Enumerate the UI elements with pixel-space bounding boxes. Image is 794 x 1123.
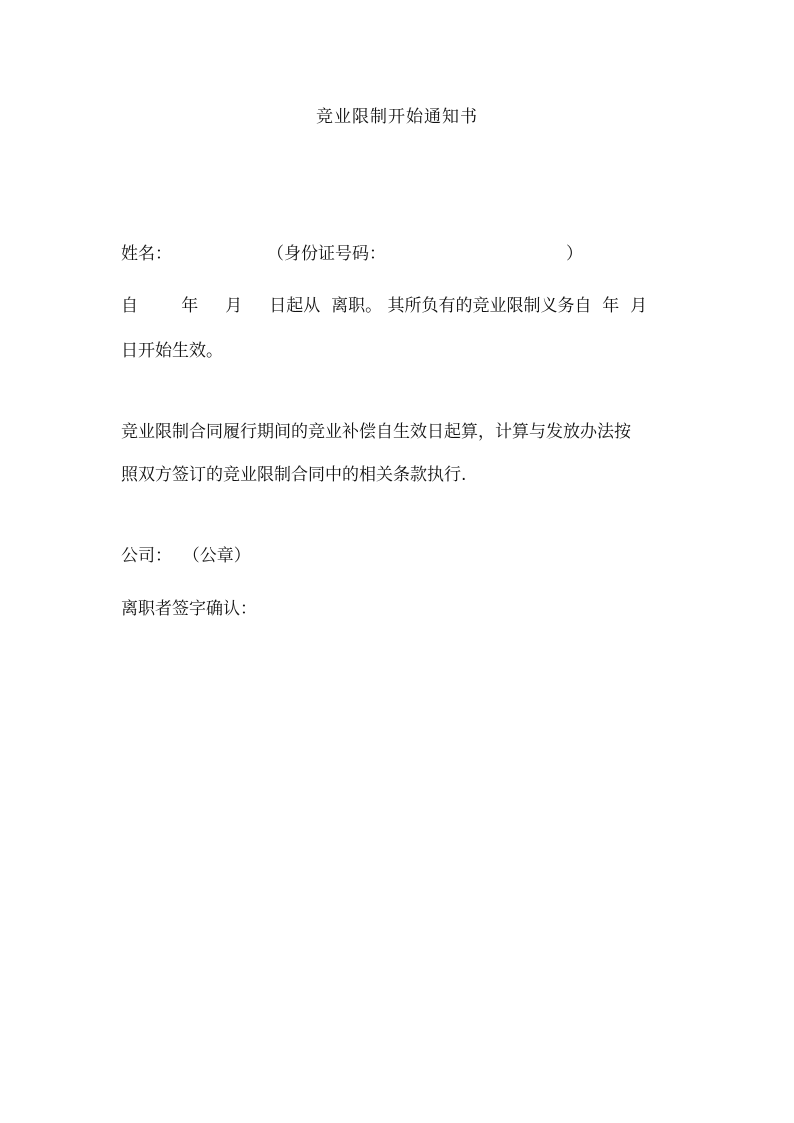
compensation-paragraph-line-1: 竞业限制合同履行期间的竞业补偿自生效日起算，计算与发放办法按 bbox=[121, 422, 631, 442]
effective-date-line-2: 日开始生效。 bbox=[121, 341, 223, 361]
id-number-close-paren: ） bbox=[566, 244, 583, 264]
signature-confirmation-label: 离职者签字确认： bbox=[121, 599, 257, 619]
company-seal-label: 公司： （公章） bbox=[121, 546, 251, 566]
effective-date-line-1: 自 年 月 日起从 离职。 其所负有的竞业限制义务自 年 月 bbox=[121, 296, 648, 316]
compensation-paragraph-line-2: 照双方签订的竞业限制合同中的相关条款执行. bbox=[121, 465, 467, 485]
name-label: 姓名： bbox=[121, 244, 172, 264]
document-title: 竞业限制开始通知书 bbox=[316, 107, 478, 127]
id-number-label: （身份证号码： bbox=[267, 244, 386, 264]
